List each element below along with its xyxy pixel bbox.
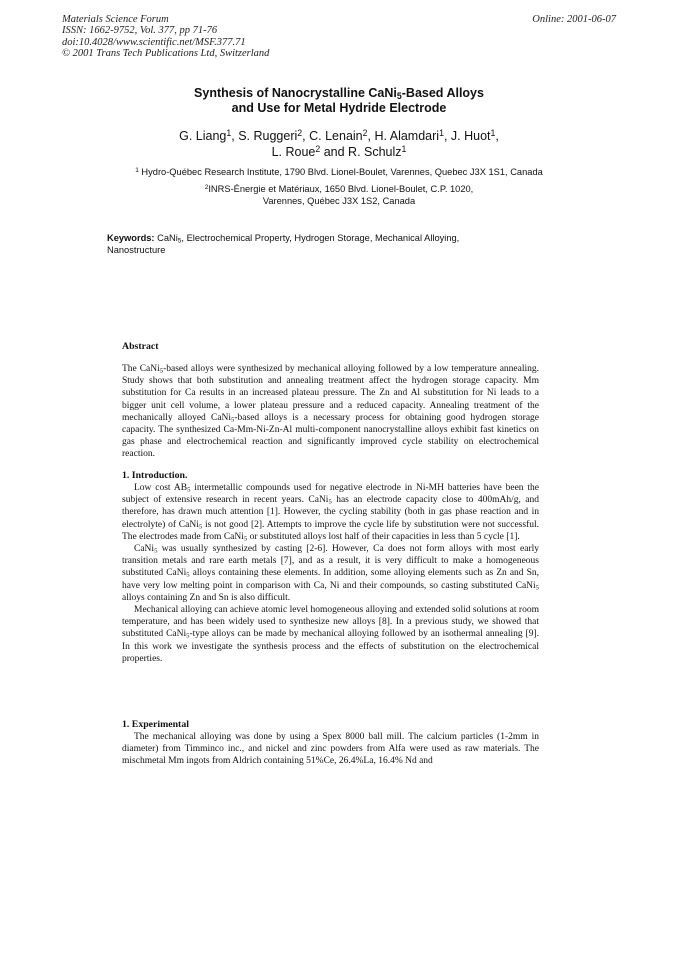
author-list: [100, 128, 578, 160]
author-name: J. Huot: [450, 129, 491, 143]
author-name: C. Lenain: [309, 129, 363, 143]
journal-name: Materials Science Forum: [62, 14, 169, 25]
abstract-heading: Abstract: [122, 341, 159, 352]
paragraph: Low cost $AB_5$ intermetallic compounds used for negative electrode in Ni-MH batteries have been the subject of extensive research in recent years. CaNi$_5$ has an electrode capacity close to 400mAh/g, and therefore, has drawn much attention [1]. However, the cycling stability (both in gas phase reaction and in electrolyte) of CaNi$_5$ is not good [2]. Attempts to improve the cycle life by substitution were not successful. The electrodes made from CaNi$_5$ or substituted alloys lost half of their capacities in less than 5 cycle [1].: [122, 483, 540, 543]
author-name: G. Liang: [179, 129, 227, 143]
copyright-line: © 2001 Trans Tech Publications Ltd, Switzerland: [62, 48, 270, 60]
introduction-text: [122, 482, 539, 665]
paper-title: [100, 86, 578, 116]
title-line-1: Synthesis of Nanocrystalline CaNi$_5$-Based Alloys: [194, 86, 484, 102]
author-name: S. Ruggeri: [238, 129, 298, 143]
abstract-text: The CaNi$_5$-based alloys were synthesized by mechanical alloying followed by a low temperature annealing. Study shows that both substitution and annealing treatment affect the hydrogen storage capacity. Mm substitution for Ca results in an increased plateau pressure. The Zn and Al substitution for Ni leads to a bigger unit cell volume, a lower plateau pressure and a reduced capacity. Annealing treatment of the mechanically alloyed CaNi$_5$-based alloys is a necessary process for obtaining good hydrogen storage capacity. The synthesized Ca-Mm-Ni-Zn-Al multi-component nanocrystalline alloys exhibit fast kinetics on gas phase and electrochemical reaction and significantly improved cycle stability on electrochemical reaction.: [122, 364, 540, 460]
title-line-2: and Use for Metal Hydride Electrode: [231, 101, 447, 115]
affiliation-1: $^1$ Hydro-Québec Research Institute, 1790 Blvd. Lionel-Boulet, Varennes, Quebec J3X 1S1, Canada: [135, 167, 543, 177]
experimental-text: [122, 731, 539, 768]
paragraph: CaNi$_5$ was usually synthesized by casting [2-6]. However, Ca does not form alloys with most early transition metals and rare earth metals [7], and as a result, it is very difficult to make a homogeneous substituted CaNi$_5$ alloys containing these elements. In addition, some alloying elements such as Zn and Sn, have very low melting point in comparison with Ca, Ni and their compounds, so casting substituted CaNi$_5$ alloys containing Zn and Sn is also difficult.: [122, 544, 539, 603]
doi-line[interactable]: doi:10.4028/www.scientific.net/MSF.377.71: [62, 36, 246, 48]
paragraph: Mechanical alloying can achieve atomic level homogeneous alloying and extended solid solutions at room temperature, and has been widely used to synthesize new alloys [8]. In a previous study, we showed that substituted CaNi$_5$-type alloys can be made by mechanical alloying followed by an isothermal annealing [9]. In this work we investigate the synthesis process and the effects of substitution on the electrochemical properties.: [122, 605, 539, 664]
experimental-heading: 1. Experimental: [122, 719, 189, 730]
introduction-heading: 1. Introduction.: [122, 470, 188, 481]
paragraph: The mechanical alloying was done by using a Spex 8000 ball mill. The calcium particles (1-2mm in diameter) from Timminco inc., and nickel and zinc powders from Alfa were used as raw materials. The mischmetal Mm ingots from Aldrich containing 51%Ce, 26.4%La, 16.4% Nd and: [122, 732, 539, 767]
author-name: L. Roue: [271, 145, 316, 159]
author-name: H. Alamdari: [374, 129, 440, 143]
author-line-2: L. Roue$^2$ and R. Schulz$^1$: [271, 144, 407, 159]
journal-header: [62, 14, 269, 60]
keywords-label: Keywords:: [107, 233, 155, 243]
author-line-1: G. Liang$^1$, S. Ruggeri$^2$, C. Lenain$^2$, H. Alamdari$^1$, J. Huot$^1$,: [179, 128, 499, 143]
keywords: Keywords: CaNi$_5$, Electrochemical Property, Hydrogen Storage, Mechanical Alloying, Nanostructure: [107, 233, 460, 255]
affiliation-2: $^2$INRS-Énergie et Matériaux, 1650 Blvd. Lionel-Boulet, C.P. 1020, Varennes, Québec J3X 1S2, Canada: [204, 184, 474, 206]
author-name: and R. Schulz: [323, 145, 402, 159]
issn-line: ISSN: 1662-9752, Vol. 377, pp 71-76: [62, 25, 218, 37]
online-date: Online: 2001-06-07: [532, 14, 616, 25]
